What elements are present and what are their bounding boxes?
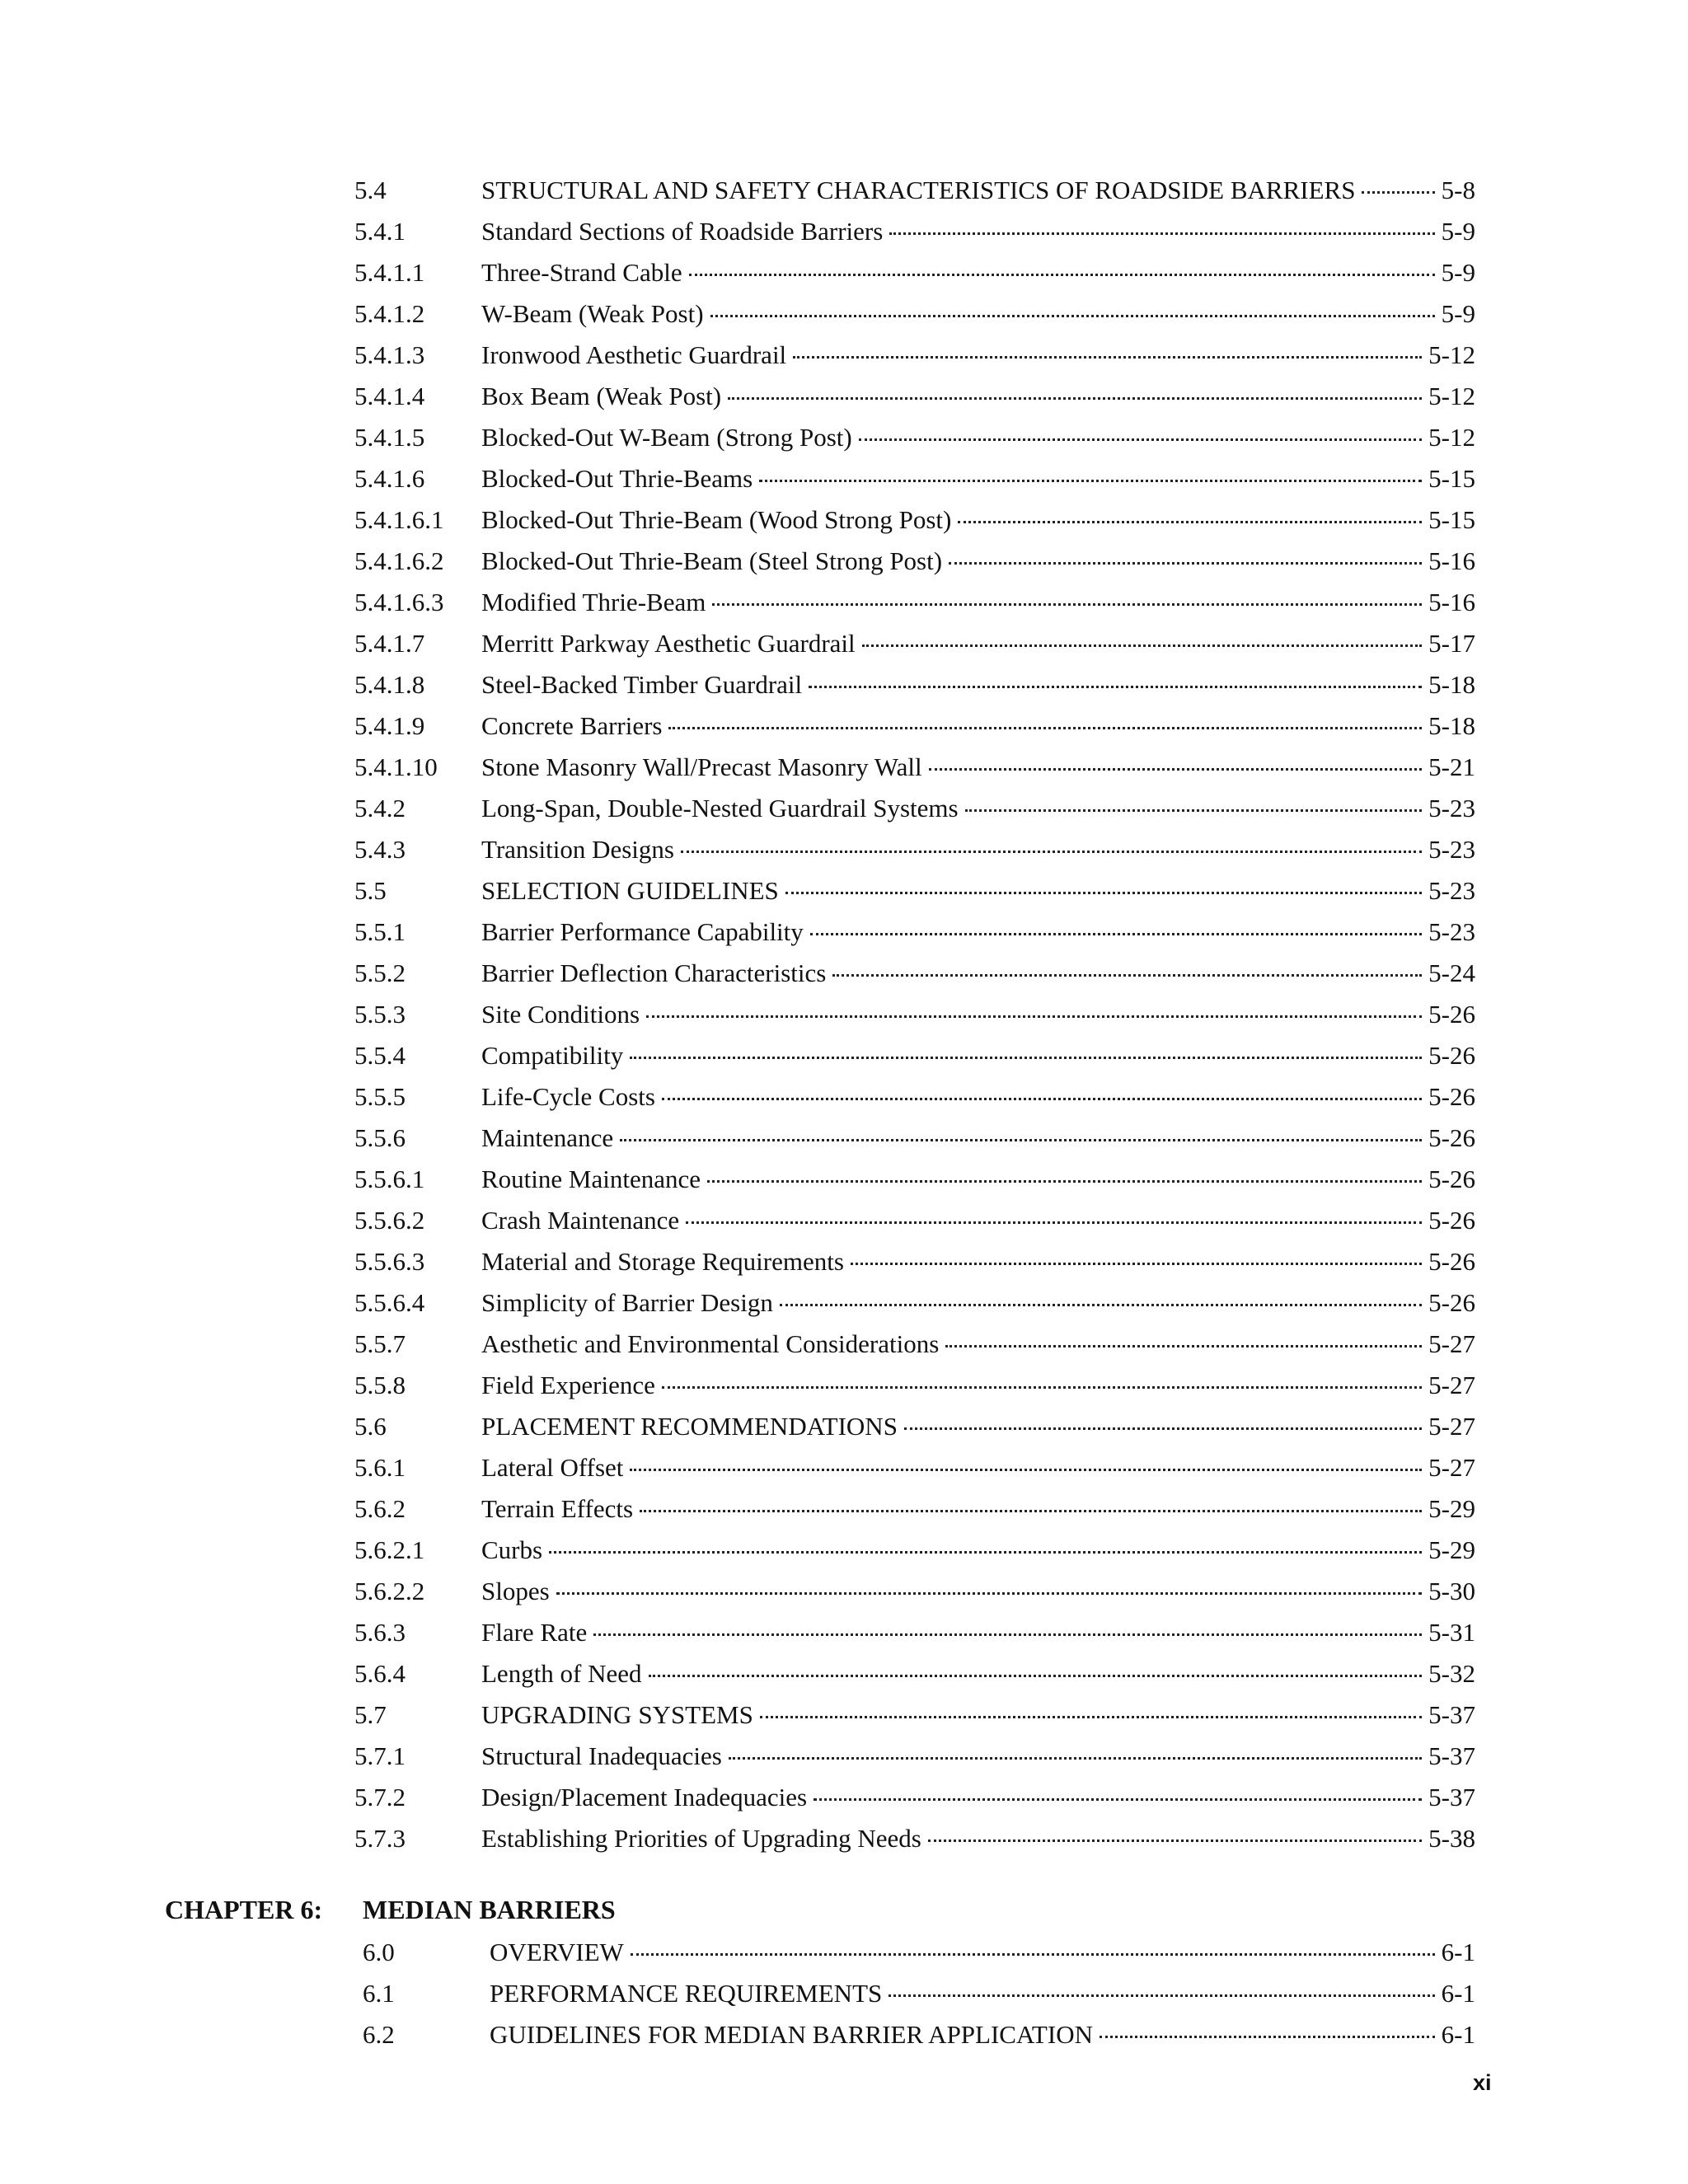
dot-leader [859,438,1422,441]
toc-entry-title: Lateral Offset [481,1453,624,1482]
dot-leader [793,356,1422,359]
toc-entry-title: Flare Rate [481,1618,588,1647]
toc-entry [363,1973,1475,2014]
toc-entry-page: 5-26 [1428,1000,1475,1029]
toc-entry-number: 5.4.1.4 [354,382,425,410]
toc-entry [354,1530,1475,1571]
chapter-6-section [165,1887,1484,2055]
toc-entry-number: 5.4.1 [354,217,406,246]
toc-entry-title: Blocked-Out Thrie-Beam (Steel Strong Post) [481,546,943,575]
toc-entry-number: 5.6.2.2 [354,1577,425,1605]
toc-entry-page: 5-23 [1428,794,1475,823]
toc-entry-title: Crash Maintenance [481,1206,680,1235]
dot-leader [710,315,1435,317]
toc-entry [354,293,1475,335]
toc-entry-title: Compatibility [481,1041,624,1070]
toc-entry [354,1694,1475,1736]
toc-entry-title: SELECTION GUIDELINES [481,876,779,905]
toc-entry-page: 5-26 [1428,1247,1475,1276]
toc-entry-number: 5.6.2.1 [354,1535,425,1564]
toc-entry-title: Simplicity of Barrier Design [481,1288,773,1317]
dot-leader [759,480,1422,482]
toc-entry-page: 5-17 [1428,629,1475,658]
dot-leader [809,686,1422,688]
toc-entry-title: Concrete Barriers [481,711,663,740]
dot-leader [814,1798,1422,1801]
toc-entry-number: 5.7 [354,1700,387,1729]
toc-entry-title: Steel-Backed Timber Guardrail [481,670,803,699]
toc-entry-page: 5-23 [1428,917,1475,946]
toc-entry [354,1653,1475,1694]
toc-entry-page: 5-26 [1428,1206,1475,1235]
dot-leader [689,274,1435,276]
toc-entry-number: 5.4.2 [354,794,406,823]
toc-entry-number: 5.5.7 [354,1329,406,1358]
toc-entry-title: Barrier Deflection Characteristics [481,958,827,987]
toc-entry [354,1200,1475,1241]
toc-entry-title: PLACEMENT RECOMMENDATIONS [481,1412,898,1441]
toc-entry-number: 5.4.1.1 [354,258,425,287]
dot-leader [662,1098,1422,1100]
toc-entry-title: Barrier Performance Capability [481,917,804,946]
toc-entry-number: 5.6.4 [354,1659,406,1688]
toc-entry-title: UPGRADING SYSTEMS [481,1700,753,1729]
dot-leader [904,1427,1422,1430]
toc-entry-title: Modified Thrie-Beam [481,588,706,616]
toc-entry-page: 6-1 [1441,1938,1475,1966]
dot-leader [760,1716,1422,1718]
dot-leader [630,1057,1422,1059]
toc-entry-page: 5-29 [1428,1494,1475,1523]
dot-leader [630,1469,1422,1471]
toc-entry [354,1076,1475,1118]
toc-entry-title: Life-Cycle Costs [481,1082,655,1111]
toc-entry-title: Design/Placement Inadequacies [481,1783,808,1811]
toc-entry-page: 5-12 [1428,340,1475,369]
dot-leader [631,1953,1435,1956]
dot-leader [1362,191,1434,194]
toc-entry-number: 5.4.1.7 [354,629,425,658]
dot-leader [889,232,1434,235]
toc-entry-title: Maintenance [481,1123,614,1152]
dot-leader [851,1263,1422,1265]
toc-entry-page: 5-16 [1428,546,1475,575]
dot-leader [681,851,1422,853]
chapter-label: CHAPTER 6: [165,1895,323,1924]
toc-entry [363,1932,1475,1973]
toc-entry-page: 5-15 [1428,464,1475,493]
toc-entry [354,417,1475,458]
toc-entry-page: 6-1 [1441,2020,1475,2049]
toc-entry [354,1612,1475,1653]
toc-entry-page: 5-23 [1428,835,1475,864]
dot-leader [729,1757,1422,1760]
dot-leader [862,644,1423,647]
toc-entry-number: 5.4.1.6 [354,464,425,493]
toc-entry-page: 5-26 [1428,1082,1475,1111]
toc-entry-title: Material and Storage Requirements [481,1247,844,1276]
toc-entry-page: 5-26 [1428,1041,1475,1070]
toc-entry [354,211,1475,252]
toc-entry [354,788,1475,829]
dot-leader [662,1386,1422,1389]
dot-leader [686,1221,1422,1224]
toc-entry-number: 5.6.2 [354,1494,406,1523]
dot-leader [785,892,1422,894]
toc-entry-page: 5-27 [1428,1371,1475,1399]
dot-leader [929,768,1423,771]
toc-entry [354,541,1475,582]
toc-entry-title: PERFORMANCE REQUIREMENTS [490,1979,883,2008]
toc-entry-title: GUIDELINES FOR MEDIAN BARRIER APPLICATION [490,2020,1093,2049]
dot-leader [928,1840,1422,1842]
dot-leader [889,1994,1434,1997]
toc-entry [354,664,1475,705]
toc-entry-number: 5.6.1 [354,1453,406,1482]
toc-entry-number: 5.5.6 [354,1123,406,1152]
toc-entry-page: 5-12 [1428,382,1475,410]
chapter-entries [363,1932,1475,2055]
toc-entry-number: 5.5.1 [354,917,406,946]
dot-leader [620,1139,1422,1141]
toc-entry-number: 5.4.1.2 [354,299,425,328]
toc-entry [354,170,1475,211]
toc-entry [354,870,1475,912]
toc-entry-number: 5.5.6.4 [354,1288,425,1317]
toc-entry-page: 5-24 [1428,958,1475,987]
toc-entry-number: 5.4 [354,176,387,204]
page-number: xi [1473,2070,1492,2095]
toc-entry [354,912,1475,953]
toc-entry [354,1777,1475,1818]
toc-entry-page: 5-18 [1428,711,1475,740]
toc-entry [354,1736,1475,1777]
toc-entry-page: 5-27 [1428,1329,1475,1358]
toc-entry-page: 5-31 [1428,1618,1475,1647]
toc-entry-page: 5-26 [1428,1288,1475,1317]
toc-entry [354,1324,1475,1365]
toc-entry [354,1818,1475,1859]
toc-entry-title: Transition Designs [481,835,674,864]
toc-entry-number: 5.7.3 [354,1824,406,1853]
toc-entry-number: 5.5.2 [354,958,406,987]
dot-leader [832,974,1422,977]
dot-leader [965,809,1423,812]
dot-leader [649,1675,1423,1677]
toc-entry-number: 5.5.6.1 [354,1165,425,1193]
toc-entry-page: 5-9 [1441,299,1475,328]
toc-entry [354,1241,1475,1282]
toc-entry-page: 5-9 [1441,217,1475,246]
toc-entry-page: 5-37 [1428,1700,1475,1729]
toc-entry-number: 6.1 [363,1979,395,2008]
toc-entry-number: 5.6.3 [354,1618,406,1647]
toc-entry-number: 5.4.3 [354,835,406,864]
dot-leader [958,521,1422,523]
dot-leader [728,397,1422,400]
toc-entry-title: Slopes [481,1577,550,1605]
toc-entry [354,1406,1475,1447]
toc-entry-title: Blocked-Out W-Beam (Strong Post) [481,423,852,452]
toc-entry [354,499,1475,541]
toc-entry-number: 5.6 [354,1412,387,1441]
toc-entry-number: 5.4.1.10 [354,752,438,781]
toc-entry-number: 5.5.6.3 [354,1247,425,1276]
toc-entry [354,1447,1475,1488]
toc-entry-number: 5.5.8 [354,1371,406,1399]
toc-entry [354,747,1475,788]
toc-entry-number: 5.7.2 [354,1783,406,1811]
toc-entry [354,1365,1475,1406]
dot-leader [668,727,1422,729]
toc-entry-page: 5-27 [1428,1412,1475,1441]
chapter-heading [165,1887,1484,1932]
toc-entry-page: 5-26 [1428,1165,1475,1193]
toc-entry [354,582,1475,623]
dot-leader [945,1345,1422,1347]
toc-entry-page: 5-21 [1428,752,1475,781]
dot-leader [780,1304,1422,1306]
toc-entry-title: Blocked-Out Thrie-Beam (Wood Strong Post) [481,505,952,534]
toc-entry-title: Length of Need [481,1659,642,1688]
toc-entry [354,1488,1475,1530]
toc-entry [354,1159,1475,1200]
toc-entry-title: Terrain Effects [481,1494,634,1523]
toc-entry-number: 5.5 [354,876,387,905]
toc-entry-title: Aesthetic and Environmental Considerations [481,1329,940,1358]
toc-entry [354,1118,1475,1159]
toc-entry-title: Routine Maintenance [481,1165,701,1193]
toc-entry-page: 5-29 [1428,1535,1475,1564]
toc-entry-number: 5.4.1.6.3 [354,588,444,616]
dot-leader [810,933,1422,935]
dot-leader [712,603,1422,606]
dot-leader [646,1015,1422,1018]
toc-entry-title: Standard Sections of Roadside Barriers [481,217,884,246]
toc-entry-page: 5-27 [1428,1453,1475,1482]
toc-entry-page: 5-37 [1428,1783,1475,1811]
toc-entry-page: 5-9 [1441,258,1475,287]
toc-entry-title: Structural Inadequacies [481,1741,722,1770]
toc-entry-page: 5-18 [1428,670,1475,699]
toc-entry [354,623,1475,664]
toc-entry-number: 5.5.3 [354,1000,406,1029]
toc-entry [354,1282,1475,1324]
dot-leader [949,562,1422,565]
toc-entry-title: STRUCTURAL AND SAFETY CHARACTERISTICS OF ROADSIDE BARRIERS [481,176,1356,204]
toc-entry [354,335,1475,376]
toc-entry-page: 5-32 [1428,1659,1475,1688]
toc-entry-page: 5-12 [1428,423,1475,452]
toc-entry-title: Establishing Priorities of Upgrading Needs [481,1824,921,1853]
toc-entry-number: 5.4.1.6.2 [354,546,444,575]
toc-entry [354,1571,1475,1612]
toc-entry-number: 5.4.1.8 [354,670,425,699]
toc-entry-number: 5.5.4 [354,1041,406,1070]
toc-entry [354,829,1475,870]
toc-entry-title: Box Beam (Weak Post) [481,382,722,410]
toc-entry-number: 5.4.1.9 [354,711,425,740]
toc-entry-page: 5-38 [1428,1824,1475,1853]
toc-entry-title: Blocked-Out Thrie-Beams [481,464,753,493]
toc-entry-title: Stone Masonry Wall/Precast Masonry Wall [481,752,922,781]
toc-entry-number: 5.4.1.5 [354,423,425,452]
toc-entry-page: 5-8 [1441,176,1475,204]
toc-entry-title: Three-Strand Cable [481,258,682,287]
toc-entry-number: 5.4.1.6.1 [354,505,444,534]
toc-entry [354,458,1475,499]
toc-entry [354,376,1475,417]
dot-leader [556,1592,1422,1595]
toc-entry [354,953,1475,994]
toc-entry-title: Long-Span, Double-Nested Guardrail Systems [481,794,959,823]
toc-entry-page: 6-1 [1441,1979,1475,2008]
toc-entry-page: 5-16 [1428,588,1475,616]
toc-entry [354,994,1475,1035]
toc-entry-page: 5-37 [1428,1741,1475,1770]
dot-leader [1100,2036,1435,2038]
toc-entry-number: 6.2 [363,2020,395,2049]
toc-entry-page: 5-26 [1428,1123,1475,1152]
toc-entry [354,252,1475,293]
toc-entry [354,1035,1475,1076]
toc-entry-title: W-Beam (Weak Post) [481,299,704,328]
toc-entry-title: Field Experience [481,1371,655,1399]
toc-entry-number: 5.7.1 [354,1741,406,1770]
toc-entry-title: Curbs [481,1535,543,1564]
toc-list [354,170,1475,1859]
dot-leader [593,1633,1422,1636]
dot-leader [640,1510,1422,1512]
toc-entry-title: Site Conditions [481,1000,640,1029]
chapter-title: MEDIAN BARRIERS [363,1895,616,1924]
toc-entry-number: 6.0 [363,1938,395,1966]
toc-entry-page: 5-15 [1428,505,1475,534]
toc-entry-number: 5.4.1.3 [354,340,425,369]
toc-entry-title: Ironwood Aesthetic Guardrail [481,340,787,369]
toc-entry [363,2014,1475,2055]
toc-entry-title: Merritt Parkway Aesthetic Guardrail [481,629,856,658]
toc-entry-page: 5-30 [1428,1577,1475,1605]
toc-entry-page: 5-23 [1428,876,1475,905]
toc-entry-number: 5.5.5 [354,1082,406,1111]
toc-entry-number: 5.5.6.2 [354,1206,425,1235]
dot-leader [707,1180,1422,1183]
toc-entry [354,705,1475,747]
toc-entry-title: OVERVIEW [490,1938,624,1966]
dot-leader [549,1551,1422,1554]
